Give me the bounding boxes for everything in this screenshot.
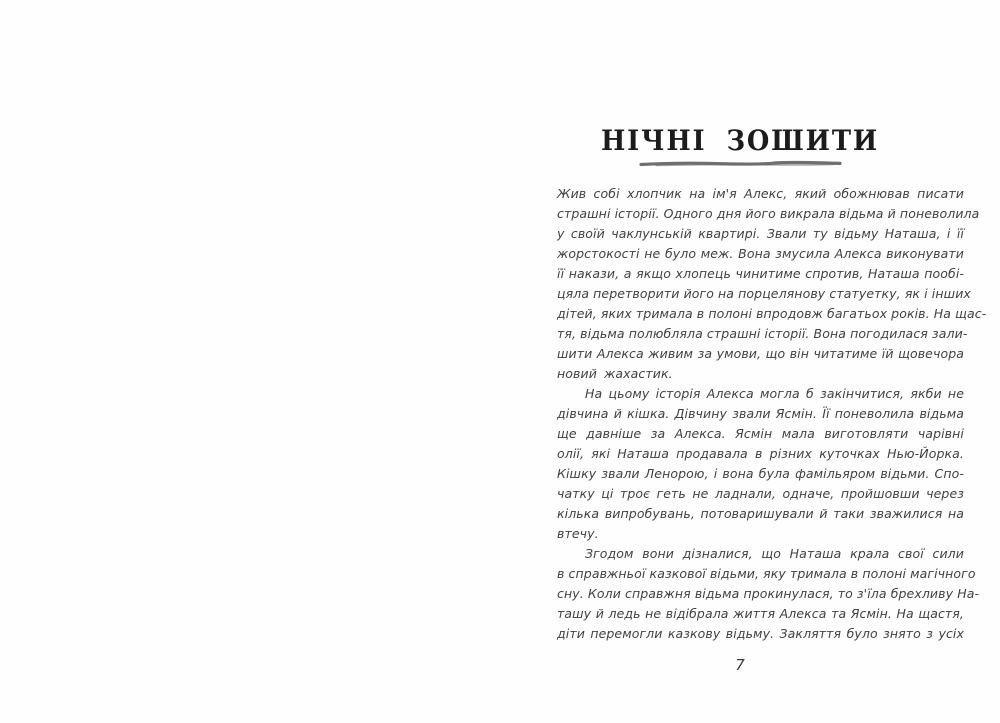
text-line: кілька випробувань, потоваришували й таки зважилися на [557, 506, 964, 521]
right-page [500, 0, 1000, 723]
page-number: 7 [735, 656, 745, 674]
text-line: Жив собі хлопчик на ім'я Алекс, який обожнював писати [557, 186, 964, 201]
text-line: чатку ці троє геть не ладнали, одначе, пройшовши через [557, 486, 964, 501]
text-line: діти перемогли казкову відьму. Закляття було знято з усіх [557, 626, 964, 641]
text-line: новий жахастик. [557, 366, 673, 381]
text-line: ташу й ледь не відібрала життя Алекса та Ясмін. На щастя, [557, 606, 964, 621]
text-line: жорстокості не було меж. Вона змусила Алекса виконувати [557, 246, 964, 261]
chapter-title: НІЧНІ ЗОШИТИ [600, 124, 880, 157]
body-text [557, 184, 987, 644]
text-line: Згодом вони дізналися, що Наташа крала свої сили [585, 546, 964, 561]
text-line: в справжньої казкової відьми, яку тримала в полоні магічного [557, 566, 976, 581]
text-line: цяла перетворити його на порцелянову статуетку, як і інших [557, 286, 971, 301]
text-line: Кішку звали Ленорою, і вона була фамільяром відьми. Спо- [557, 466, 964, 481]
text-line: шити Алекса живим за умови, що він читатиме їй щовечора [557, 346, 964, 361]
text-line: втечу. [557, 526, 599, 541]
chapter-title-block [540, 124, 940, 168]
text-line: дівчина й кішка. Дівчину звали Ясмін. Її поневолила відьма [557, 406, 964, 421]
text-line: На цьому історія Алекса могла б закінчитися, якби не [585, 386, 964, 401]
text-line: у своїй чаклунській квартирі. Звали ту відьму Наташа, і її [557, 226, 964, 241]
text-line: ще давніше за Алекса. Ясмін мала виготовляти чарівні [557, 426, 964, 441]
text-line: олії, які Наташа продавала в різних куточках Нью-Йорка. [557, 446, 964, 461]
title-underline-stroke-icon [638, 159, 843, 168]
text-line: її накази, а якщо хлопець чинитиме спротив, Наташа пообі- [557, 266, 964, 281]
text-line: страшні історії. Одного дня його викрала відьма й поневолила [557, 206, 980, 221]
text-line: тя, відьма полюбляла страшні історії. Вона погодилася зали- [557, 326, 968, 341]
text-line: дітей, яких тримала в полоні впродовж багатьох років. На щас- [557, 306, 987, 321]
text-line: сну. Коли справжня відьма прокинулася, то з'їла брехливу На- [557, 586, 980, 601]
